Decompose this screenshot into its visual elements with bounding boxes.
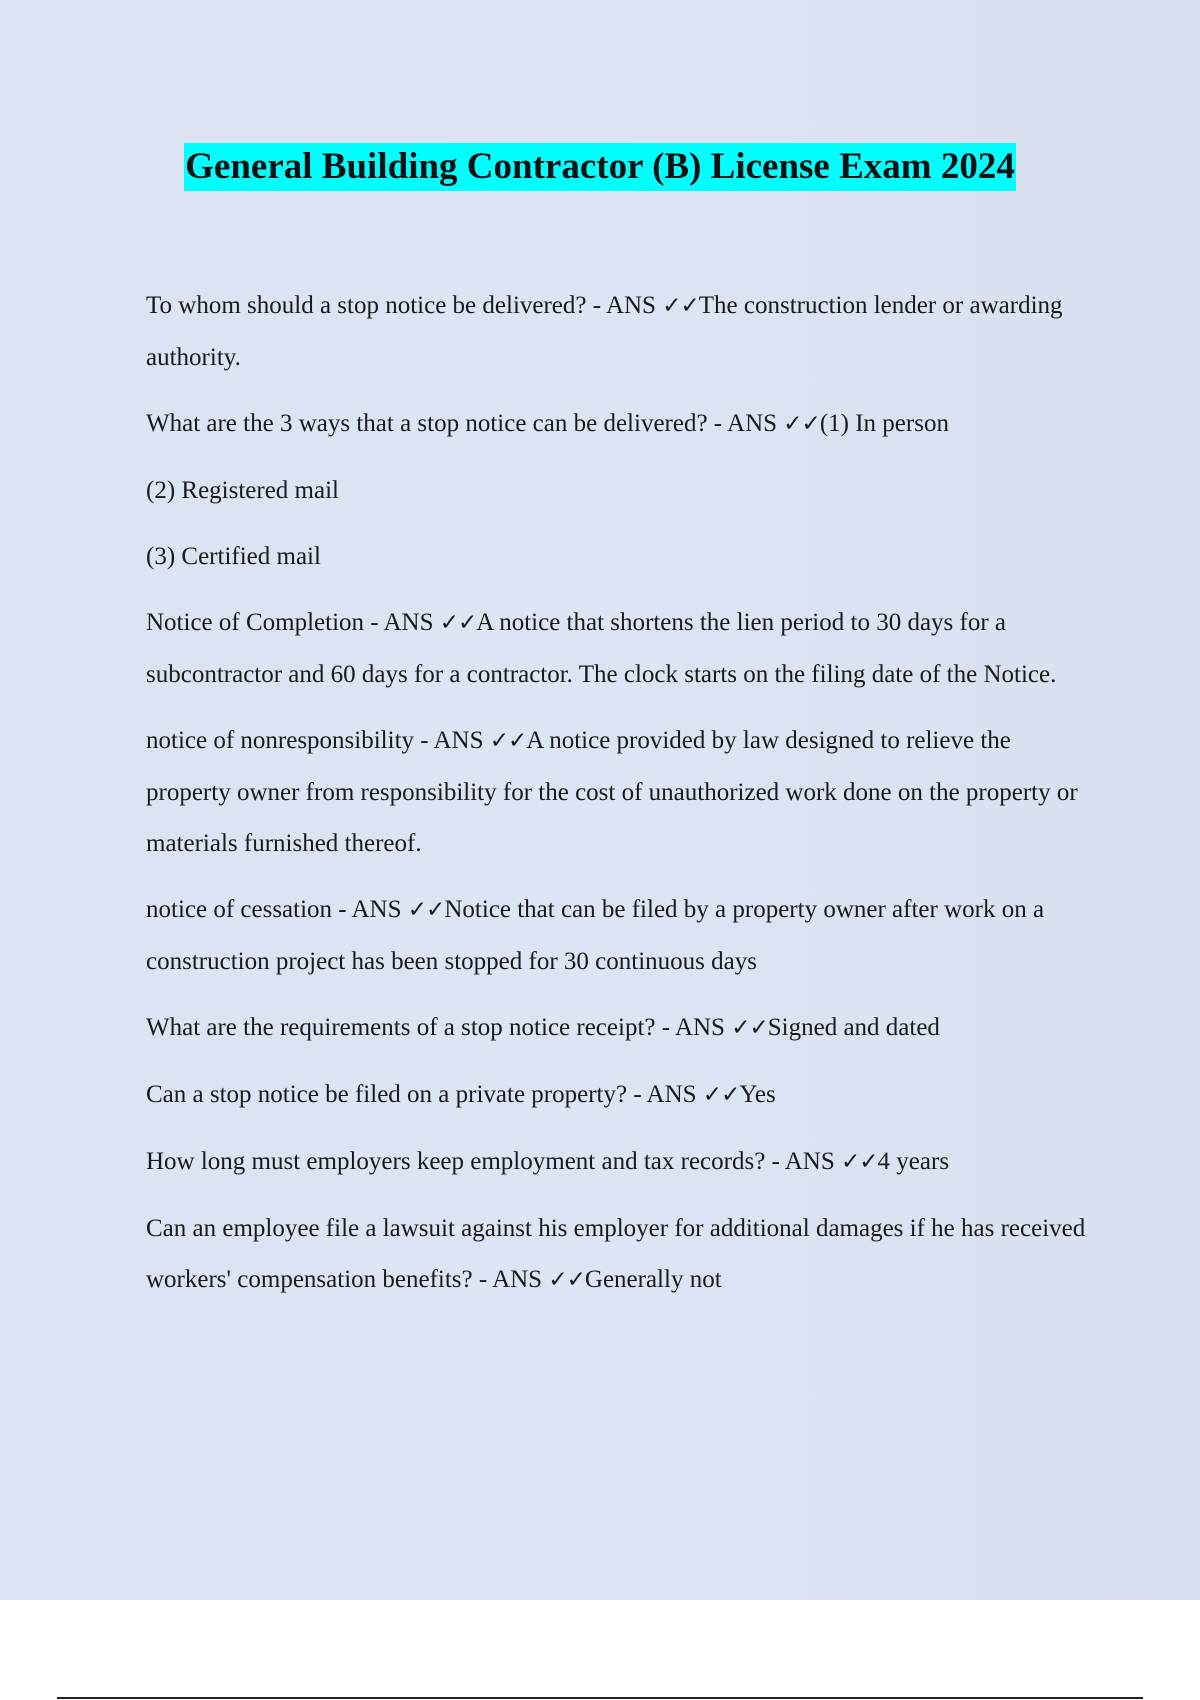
qa-line-first <box>146 1203 1086 1306</box>
question-text: Notice of Completion - <box>146 609 384 636</box>
answer-marker: ANS <box>646 1081 697 1108</box>
answer-text: (3) Certified mail <box>146 543 321 570</box>
qa-line-first <box>146 884 1086 987</box>
answer-marker: ANS <box>727 410 778 437</box>
double-check-icon: ✓✓ <box>548 1267 585 1293</box>
qa-item <box>146 1136 1086 1188</box>
qa-item <box>146 715 1086 869</box>
qa-item <box>146 1069 1086 1121</box>
answer-text: A notice provided by law designed to relieve the property owner from responsibility for the cost of unauthorized work done on the property or materials furnished thereof. <box>146 727 1078 857</box>
answer-marker: ANS <box>674 1014 725 1041</box>
double-check-icon: ✓✓ <box>783 411 820 437</box>
qa-list <box>146 280 1086 1321</box>
qa-line-first <box>146 715 1086 869</box>
qa-item <box>146 1002 1086 1054</box>
qa-line-first <box>146 280 1086 383</box>
qa-item <box>146 597 1086 700</box>
double-check-icon: ✓✓ <box>407 897 445 923</box>
qa-line-first <box>146 1136 1086 1188</box>
answer-marker: ANS <box>492 1266 543 1293</box>
question-text: What are the 3 ways that a stop notice can be delivered? - <box>146 410 728 437</box>
answer-marker: ANS <box>605 292 656 319</box>
qa-line-continuation <box>146 531 1086 582</box>
question-text: What are the requirements of a stop notice receipt? - <box>146 1014 675 1041</box>
question-text: notice of nonresponsibility - <box>146 727 434 754</box>
answer-marker: ANS <box>383 609 434 636</box>
qa-line-first <box>146 1069 1086 1121</box>
answer-text: (2) Registered mail <box>146 477 339 504</box>
answer-text: Yes <box>739 1081 776 1108</box>
qa-item <box>146 1203 1086 1306</box>
double-check-icon: ✓✓ <box>841 1149 878 1175</box>
qa-line-continuation <box>146 465 1086 516</box>
answer-text: A notice that shortens the lien period to 30 days for a subcontractor and 60 days for a contractor. The clock starts on the filing date of the Notice. <box>146 609 1057 688</box>
answer-text: Generally not <box>584 1266 722 1293</box>
answer-marker: ANS <box>351 896 402 923</box>
qa-item <box>146 280 1086 383</box>
answer-text: (1) In person <box>819 410 949 437</box>
double-check-icon: ✓✓ <box>702 1082 740 1108</box>
question-text: Can an employee file a lawsuit against his employer for additional damages if he has received workers' compensation benefits? - <box>146 1215 1086 1293</box>
qa-line-first <box>146 398 1086 450</box>
answer-marker: ANS <box>433 727 484 754</box>
document-title: General Building Contractor (B) License Exam 2024 <box>184 143 1016 191</box>
double-check-icon: ✓✓ <box>662 293 699 319</box>
question-text: Can a stop notice be filed on a private property? - <box>146 1081 647 1108</box>
footer-divider <box>57 1697 1143 1699</box>
answer-text: Signed and dated <box>767 1014 940 1041</box>
title-container <box>0 143 1200 191</box>
double-check-icon: ✓✓ <box>439 610 477 636</box>
answer-marker: ANS <box>784 1148 835 1175</box>
answer-text: 4 years <box>877 1148 950 1175</box>
qa-line-first <box>146 1002 1086 1054</box>
qa-item <box>146 398 1086 582</box>
qa-item <box>146 884 1086 987</box>
question-text: How long must employers keep employment and tax records? - <box>146 1148 785 1175</box>
double-check-icon: ✓✓ <box>489 728 527 754</box>
answer-text: Notice that can be filed by a property owner after work on a construction project has been stopped for 30 continuous days <box>146 896 1045 975</box>
question-text: notice of cessation - <box>146 896 352 923</box>
answer-text: The construction lender or awarding authority. <box>146 292 1063 371</box>
question-text: To whom should a stop notice be delivered? - <box>146 292 606 319</box>
qa-line-first <box>146 597 1086 700</box>
double-check-icon: ✓✓ <box>731 1015 768 1041</box>
